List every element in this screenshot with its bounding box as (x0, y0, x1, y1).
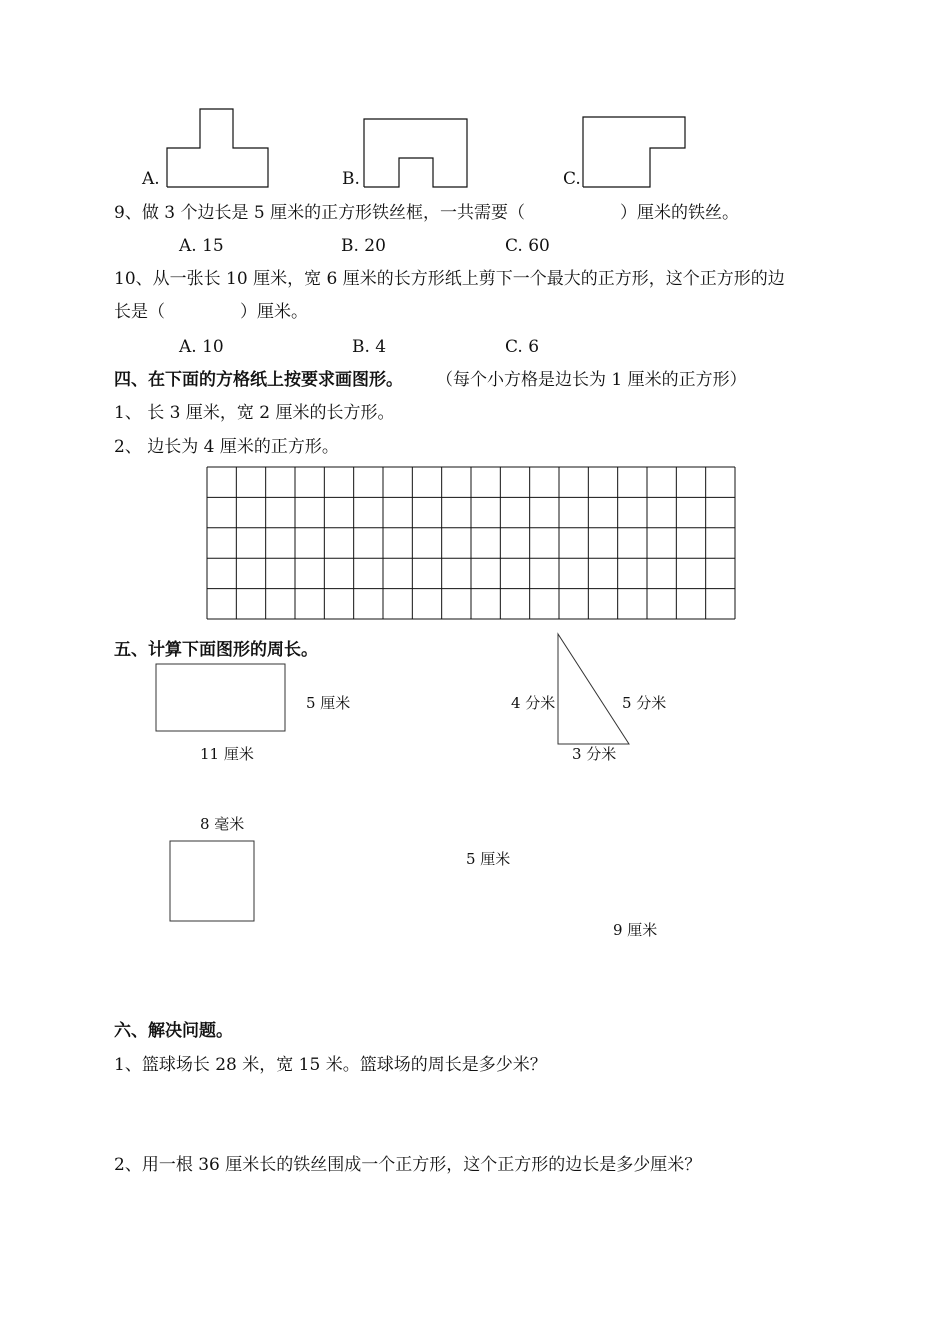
section-6-item-1: 1、篮球场长 28 米，宽 15 米。篮球场的周长是多少米？ (114, 1055, 547, 1075)
q10-line-2-start: 长是（ (114, 302, 165, 322)
extra-label-5cm: 5 厘米 (466, 850, 511, 868)
rect-height-label: 5 厘米 (306, 694, 351, 712)
section-6-item-2: 2、用一根 36 厘米长的铁丝围成一个正方形，这个正方形的边长是多少厘米？ (114, 1155, 702, 1175)
arch-shape-figure (363, 118, 469, 188)
grid-paper[interactable] (206, 466, 736, 620)
section-4-item-1: 1、 长 3 厘米，宽 2 厘米的长方形。 (114, 403, 395, 423)
triangle-left-label: 4 分米 (511, 694, 556, 712)
square-side-label: 8 毫米 (200, 815, 245, 833)
option-label-b: B. (342, 169, 360, 189)
triangle-hyp-label: 5 分米 (622, 694, 667, 712)
section-4-note: （每个小方格是边长为 1 厘米的正方形） (436, 370, 747, 390)
option-label-a: A. (142, 169, 160, 189)
section-4-item-2: 2、 边长为 4 厘米的正方形。 (114, 437, 339, 457)
extra-label-9cm: 9 厘米 (613, 921, 658, 939)
t-shape-figure (166, 108, 270, 188)
q10-option-c: C. 6 (505, 337, 540, 357)
section-4-heading: 四、在下面的方格纸上按要求画图形。 (114, 370, 403, 390)
l-shape-figure (582, 116, 688, 188)
triangle-figure (556, 632, 632, 746)
q10-line-1: 10、从一张长 10 厘米，宽 6 厘米的长方形纸上剪下一个最大的正方形，这个正方形的边 (114, 269, 785, 289)
q9-option-a: A. 15 (179, 236, 224, 256)
q10-option-a: A. 10 (179, 337, 224, 357)
section-6-heading: 六、解决问题。 (114, 1021, 233, 1041)
section-5-heading: 五、计算下面图形的周长。 (114, 640, 318, 660)
triangle-base-label: 3 分米 (572, 745, 617, 763)
rectangle-figure (155, 663, 287, 733)
rect-width-label: 11 厘米 (200, 745, 254, 763)
q9-option-c: C. 60 (505, 236, 550, 256)
q10-line-2-end: ）厘米。 (240, 302, 308, 322)
square-figure (169, 840, 257, 924)
q10-option-b: B. 4 (352, 337, 387, 357)
q9-stem-start: 9、做 3 个边长是 5 厘米的正方形铁丝框，一共需要（ (114, 203, 526, 223)
option-label-c: C. (563, 169, 581, 189)
q9-stem-end: ）厘米的铁丝。 (620, 203, 739, 223)
q9-option-b: B. 20 (341, 236, 386, 256)
